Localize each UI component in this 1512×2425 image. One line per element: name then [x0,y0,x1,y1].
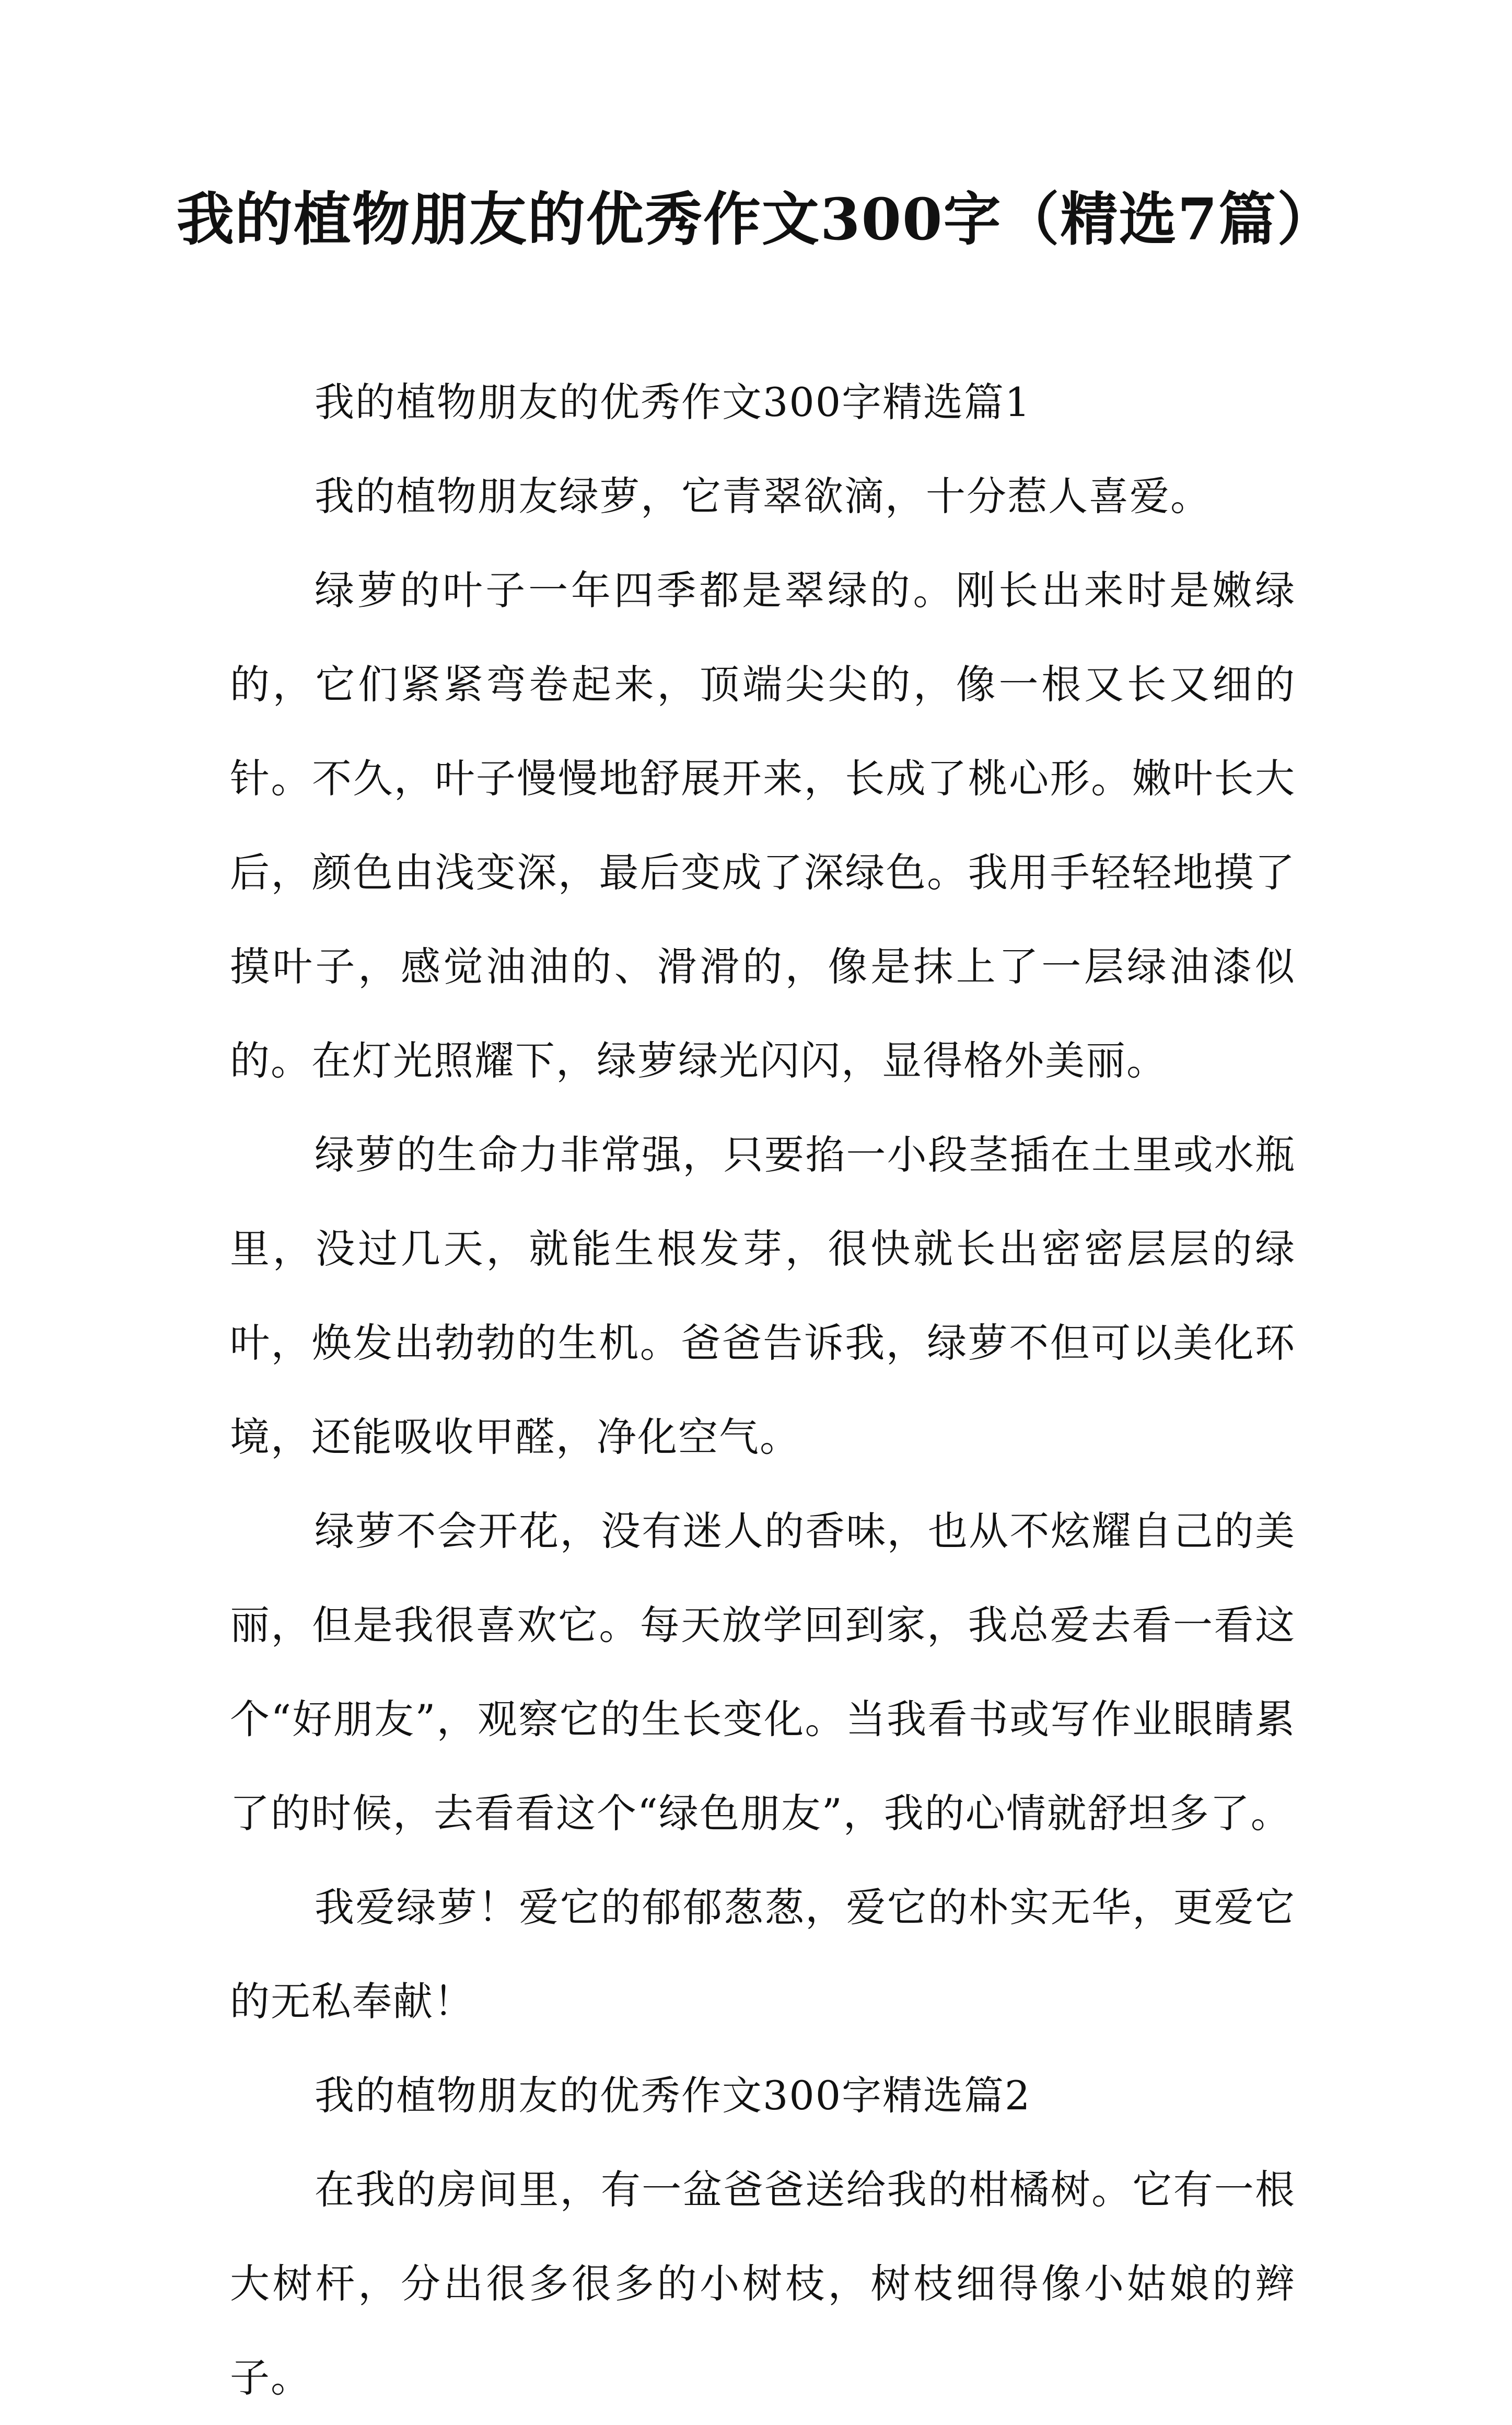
paragraph: 在我的房间里，有一盆爸爸送给我的柑橘树。它有一根大树杆，分出很多很多的小树枝，树枝细得像小姑娘的辫子。 [230,2166,1296,2401]
section-heading: 我的植物朋友的优秀作文300字精选篇2 [315,2072,1031,2119]
section-heading: 我的植物朋友的优秀作文300字精选篇1 [315,379,1031,425]
paragraph: 我爱绿萝！爱它的郁郁葱葱，爱它的朴实无华，更爱它的无私奉献！ [230,1884,1296,2025]
document-title: 我的植物朋友的优秀作文300字（精选7篇） [176,186,1336,253]
paragraph: 绿萝的叶子一年四季都是翠绿的。刚长出来时是嫩绿的，它们紧紧弯卷起来，顶端尖尖的，像一根又长又细的针。不久，叶子慢慢地舒展开来，长成了桃心形。嫩叶长大后，颜色由浅变深，最后变成了深绿色。我用手轻轻地摸了摸叶子，感觉油油的、滑滑的，像是抹上了一层绿油漆似的。在灯光照耀下，绿萝绿光闪闪，显得格外美丽。 [230,567,1296,1084]
paragraph: 绿萝的生命力非常强，只要掐一小段茎插在土里或水瓶里，没过几天，就能生根发芽，很快就长出密密层层的绿叶，焕发出勃勃的生机。爸爸告诉我，绿萝不但可以美化环境，还能吸收甲醛，净化空气。 [230,1131,1296,1460]
paragraph: 绿萝不会开花，没有迷人的香味，也从不炫耀自己的美丽，但是我很喜欢它。每天放学回到家，我总爱去看一看这个“好朋友”，观察它的生长变化。当我看书或写作业眼睛累了的时候，去看看这个“绿色朋友”，我的心情就舒坦多了。 [230,1508,1296,1837]
document-body [230,355,1296,2425]
paragraph: 我的植物朋友绿萝，它青翠欲滴，十分惹人喜爱。 [315,473,1211,519]
